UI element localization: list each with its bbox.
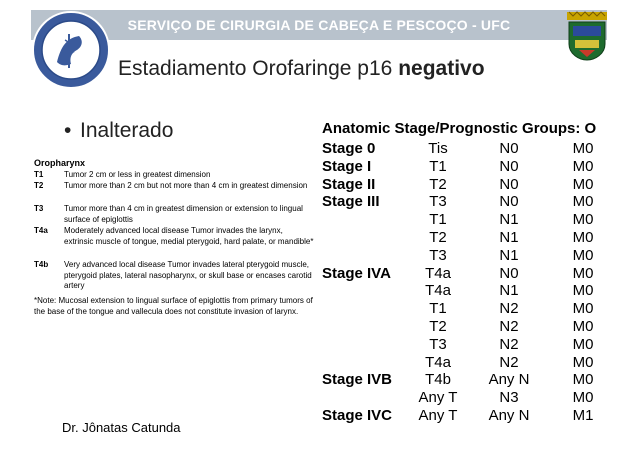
m-value: M0 [572, 193, 594, 211]
m-value: M0 [572, 140, 594, 157]
m-value: M0 [572, 157, 594, 175]
subtitle-prefix: Estadiamento Orofaringe p16 [118, 57, 393, 80]
n-value: N3 [499, 389, 519, 407]
m-value: M0 [572, 335, 594, 353]
staging-row [322, 193, 612, 210]
tnm-code: T3 [34, 204, 44, 213]
m-value: M0 [572, 246, 594, 264]
staging-row [322, 389, 612, 406]
staging-row [322, 282, 612, 299]
t-value: T1 [429, 211, 447, 229]
staging-row [322, 265, 612, 282]
n-value: N2 [499, 318, 519, 335]
stage-label: Stage III [322, 193, 380, 211]
t-value: Any T [418, 407, 458, 424]
header-title: SERVIÇO DE CIRURGIA DE CABEÇA E PESCOÇO - UFC [127, 17, 511, 33]
t-value: T4a [425, 353, 451, 371]
t-value: T3 [429, 193, 447, 211]
m-value: M0 [572, 282, 594, 300]
slide-subtitle [118, 57, 588, 87]
m-value: M0 [572, 353, 594, 371]
t-value: T2 [429, 229, 447, 246]
n-value: Any N [488, 371, 530, 389]
m-value: M0 [572, 300, 594, 318]
staging-row [322, 229, 612, 246]
t-value: T2 [429, 318, 447, 335]
n-value: N0 [499, 157, 519, 175]
t-value: T4a [425, 264, 451, 282]
n-value: N1 [499, 229, 519, 246]
tnm-desc: Tumor more than 2 cm but not more than 4 cm in greatest dimension [64, 181, 308, 190]
m-value: M0 [572, 229, 594, 246]
staging-row [322, 176, 612, 193]
staging-row [322, 247, 612, 264]
m-value: M0 [572, 389, 594, 407]
tnm-definitions-table [32, 158, 314, 318]
stage-label: Stage IVC [322, 407, 393, 424]
stage-label: Stage IVA [322, 264, 391, 282]
n-value: N0 [499, 175, 519, 193]
n-value: N2 [499, 353, 519, 371]
t-value: Any T [418, 389, 458, 407]
bullet-item [64, 119, 173, 143]
tnm-desc: Moderately advanced local disease Tumor invades the larynx, extrinsic muscle of tongue, medial pterygoid, hard palate, or mandible* [64, 226, 314, 246]
stage-label: Stage IVB [322, 371, 393, 389]
staging-row [322, 336, 612, 353]
n-value: N0 [499, 140, 519, 157]
caduceus-seal-icon [31, 10, 111, 90]
n-value: N0 [499, 264, 519, 282]
stage-label: Stage II [322, 175, 376, 193]
tnm-note: *Note: Mucosal extension to lingual surface of epiglottis from primary tumors of the base of the tongue and vallecula does not constitute invasion of larynx. [34, 296, 313, 316]
tnm-code: T4b [34, 260, 49, 269]
staging-row [322, 211, 612, 228]
n-value: N2 [499, 335, 519, 353]
staging-title: Anatomic Stage/Prognostic Groups: O [322, 120, 597, 137]
tnm-code: T4a [34, 226, 48, 235]
t-value: T4a [425, 282, 451, 300]
subtitle-emphasis: negativo [398, 57, 485, 80]
bullet-text: Inalterado [80, 119, 174, 142]
bullet-dot-icon: • [64, 119, 72, 142]
n-value: N1 [499, 246, 519, 264]
tnm-desc: Tumor 2 cm or less in greatest dimension [64, 170, 211, 179]
m-value: M0 [572, 264, 594, 282]
tnm-desc: Tumor more than 4 cm in greatest dimension or extension to lingual surface of epiglottis [64, 204, 303, 224]
staging-row [322, 140, 612, 157]
stage-label: Stage 0 [322, 140, 376, 157]
header-band [31, 10, 607, 40]
university-crest-icon [565, 10, 609, 62]
staging-row [322, 354, 612, 371]
t-value: Tis [428, 140, 448, 157]
staging-row [322, 407, 612, 424]
n-value: N1 [499, 282, 519, 300]
tnm-desc: Very advanced local disease Tumor invades lateral pterygoid muscle, pterygoid plates, lateral nasopharynx, or skull base or encases carotid artery [64, 260, 312, 290]
n-value: Any N [488, 407, 530, 424]
m-value: M1 [572, 407, 594, 424]
tnm-code: T1 [34, 170, 44, 179]
staging-row [322, 300, 612, 317]
m-value: M0 [572, 371, 594, 389]
n-value: N1 [499, 211, 519, 229]
staging-row [322, 371, 612, 388]
t-value: T1 [429, 157, 447, 175]
staging-row [322, 318, 612, 335]
tnm-code: T2 [34, 181, 44, 190]
stage-label: Stage I [322, 157, 372, 175]
staging-row [322, 158, 612, 175]
t-value: T3 [429, 335, 447, 353]
t-value: T1 [429, 300, 447, 318]
tnm-title: Oropharynx [34, 158, 86, 168]
n-value: N0 [499, 193, 519, 211]
n-value: N2 [499, 300, 519, 318]
footer-author: Dr. Jônatas Catunda [62, 420, 181, 435]
t-value: T4b [425, 371, 451, 389]
m-value: M0 [572, 318, 594, 335]
t-value: T3 [429, 246, 447, 264]
t-value: T2 [429, 175, 447, 193]
m-value: M0 [572, 211, 594, 229]
m-value: M0 [572, 175, 594, 193]
